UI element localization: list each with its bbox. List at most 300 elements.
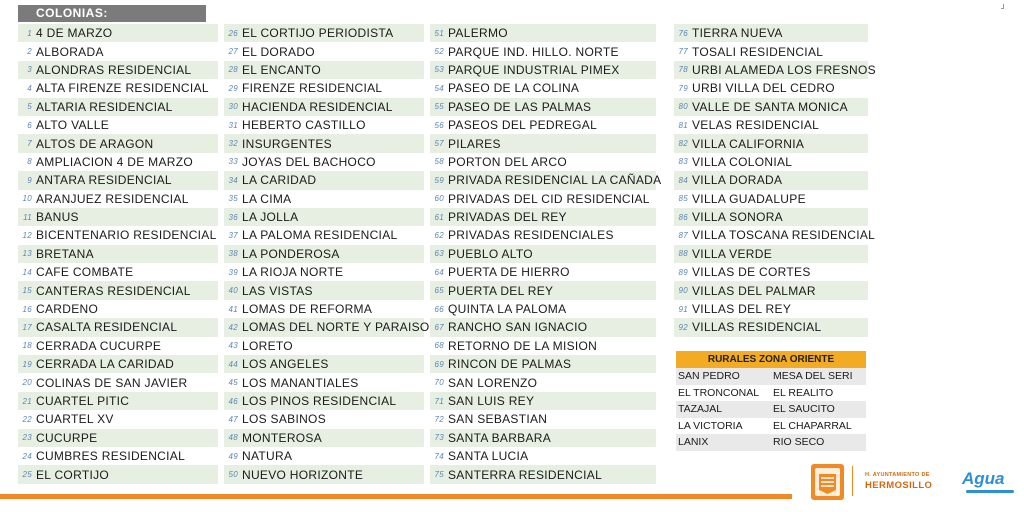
colonia-name: VILLAS DEL REY (692, 302, 792, 317)
colonia-number: 58 (434, 157, 444, 167)
colonia-number: 10 (22, 194, 32, 204)
colonia-number: 22 (22, 414, 32, 424)
colonia-row (224, 410, 424, 428)
colonia-name: SANTA BARBARA (448, 430, 552, 445)
colonia-row (224, 281, 424, 299)
colonia-name: COLINAS DE SAN JAVIER (36, 375, 188, 390)
colonia-number: 85 (678, 194, 688, 204)
colonia-name: PRIVADAS DEL REY (448, 210, 567, 225)
colonia-row (430, 61, 656, 79)
colonia-name: EL ENCANTO (242, 62, 322, 77)
colonia-row (430, 300, 656, 318)
colonia-row (18, 190, 218, 208)
colonia-number: 45 (228, 378, 238, 388)
colonia-number: 2 (27, 47, 32, 57)
colonia-name: BANUS (36, 210, 79, 225)
colonia-name: INSURGENTES (242, 136, 332, 151)
colonia-row (18, 42, 218, 60)
colonia-number: 48 (228, 433, 238, 443)
colonia-number: 28 (228, 65, 238, 75)
colonia-number: 65 (434, 286, 444, 296)
colonia-name: ALONDRAS RESIDENCIAL (36, 62, 192, 77)
colonia-row (224, 42, 424, 60)
colonia-name: SANTERRA RESIDENCIAL (448, 467, 603, 482)
colonia-row (430, 337, 656, 355)
colonia-name: VILLA SONORA (692, 210, 783, 225)
colonia-number: 84 (678, 175, 688, 185)
colonia-name: BRETANA (36, 246, 94, 261)
colonia-row (18, 410, 218, 428)
footer-orange-rule (0, 494, 792, 499)
colonia-number: 35 (228, 194, 238, 204)
colonia-number: 16 (22, 304, 32, 314)
colonia-number: 64 (434, 267, 444, 277)
colonia-number: 42 (228, 322, 238, 332)
colonia-name: URBI ALAMEDA LOS FRESNOS (692, 62, 876, 77)
colonias-column-4 (674, 24, 876, 337)
colonia-row (18, 79, 218, 97)
colonia-row (18, 318, 218, 336)
colonia-row (224, 98, 424, 116)
page-corner-mark (1001, 4, 1004, 9)
rurales-cell: EL TRONCONAL (678, 386, 760, 399)
colonia-name: VILLAS DE CORTES (692, 265, 811, 280)
colonia-name: PRIVADAS DEL CID RESIDENCIAL (448, 191, 650, 206)
agua-logo: Agua (962, 469, 1005, 488)
colonia-name: LOS PINOS RESIDENCIAL (242, 394, 397, 408)
colonia-row (430, 208, 656, 226)
colonia-name: SANTA LUCIA (448, 449, 529, 464)
colonia-row (674, 61, 876, 79)
colonia-row (674, 134, 868, 152)
colonia-name: RINCON DE PALMAS (448, 357, 572, 372)
colonia-name: VILLA TOSCANA RESIDENCIAL (692, 228, 876, 243)
colonia-name: FIRENZE RESIDENCIAL (242, 81, 383, 96)
colonia-number: 19 (22, 359, 32, 369)
colonia-row (18, 134, 218, 152)
colonia-row (224, 465, 424, 483)
colonia-number: 55 (434, 102, 444, 112)
colonia-number: 53 (434, 65, 444, 75)
colonia-row (224, 263, 424, 281)
colonia-number: 59 (434, 175, 444, 185)
colonia-row (224, 373, 424, 391)
rurales-cell: RIO SECO (773, 436, 825, 449)
colonia-row (430, 171, 662, 189)
colonia-row (224, 153, 424, 171)
colonia-name: CERRADA CUCURPE (36, 338, 162, 353)
colonia-name: PUEBLO ALTO (448, 246, 533, 261)
colonia-name: AMPLIACION 4 DE MARZO (36, 154, 193, 169)
colonia-row (430, 245, 656, 263)
colonia-row (430, 153, 656, 171)
colonia-row (224, 300, 424, 318)
colonia-name: PUERTA DEL REY (448, 283, 554, 298)
colonia-name: LA PONDEROSA (242, 246, 340, 261)
colonia-row (224, 190, 424, 208)
colonia-name: TOSALI RESIDENCIAL (692, 44, 824, 59)
colonia-name: LOS ANGELES (242, 357, 329, 372)
colonia-row (224, 61, 424, 79)
colonia-number: 38 (228, 249, 238, 259)
colonia-name: PALERMO (448, 26, 508, 41)
logo-separator (852, 466, 853, 496)
colonia-number: 34 (228, 175, 238, 185)
colonia-number: 11 (23, 212, 32, 222)
colonia-row (430, 226, 656, 244)
colonia-number: 87 (678, 230, 688, 240)
colonia-row (18, 24, 218, 42)
colonia-name: LA JOLLA (242, 210, 299, 225)
colonia-number: 43 (228, 341, 238, 351)
colonia-name: LA RIOJA NORTE (242, 265, 344, 280)
colonia-number: 83 (678, 157, 688, 167)
colonia-number: 90 (678, 286, 688, 296)
colonia-row (674, 245, 868, 263)
colonia-number: 57 (434, 139, 444, 149)
colonia-name: CASALTA RESIDENCIAL (36, 320, 178, 335)
colonia-number: 13 (22, 249, 32, 259)
colonia-row (674, 171, 868, 189)
colonia-number: 82 (678, 139, 688, 149)
colonia-row (18, 373, 218, 391)
colonia-row (18, 281, 218, 299)
colonia-row (18, 263, 218, 281)
colonia-number: 75 (434, 470, 444, 480)
colonia-row (224, 245, 424, 263)
rurales-row (676, 385, 866, 402)
colonia-row (430, 263, 656, 281)
colonia-row (18, 208, 218, 226)
colonia-number: 4 (27, 83, 32, 93)
colonia-name: HEBERTO CASTILLO (242, 118, 366, 133)
colonia-row (430, 373, 656, 391)
colonia-number: 91 (678, 304, 688, 314)
colonia-number: 62 (434, 230, 444, 240)
colonia-row (430, 355, 656, 373)
rurales-title: RURALES ZONA ORIENTE (676, 351, 866, 368)
colonia-row (674, 281, 868, 299)
colonia-name: QUINTA LA PALOMA (448, 302, 567, 317)
colonia-number: 7 (27, 139, 32, 149)
rurales-cell: TAZAJAL (678, 403, 723, 416)
colonia-row (18, 392, 218, 410)
colonia-number: 26 (228, 28, 238, 38)
colonia-row (224, 226, 424, 244)
rurales-body (676, 368, 866, 451)
colonia-row (430, 79, 656, 97)
colonia-number: 6 (27, 120, 32, 130)
colonia-number: 29 (228, 83, 238, 93)
colonia-number: 24 (22, 451, 32, 461)
colonia-row (18, 337, 218, 355)
colonia-name: RANCHO SAN IGNACIO (448, 320, 588, 335)
colonia-number: 66 (434, 304, 444, 314)
colonia-number: 36 (228, 212, 238, 222)
colonia-name: ALTARIA RESIDENCIAL (36, 99, 173, 114)
colonias-column-3 (430, 24, 662, 484)
colonia-row (674, 208, 868, 226)
colonia-number: 56 (434, 120, 444, 130)
rurales-row (676, 434, 866, 451)
colonia-number: 47 (228, 414, 238, 424)
colonia-number: 73 (434, 433, 444, 443)
colonia-name: PORTON DEL ARCO (448, 154, 567, 169)
colonia-row (224, 392, 424, 410)
colonia-row (224, 355, 424, 373)
colonia-name: CUARTEL PITIC (36, 394, 130, 408)
colonia-name: VILLA DORADA (692, 173, 783, 188)
colonia-row (18, 245, 218, 263)
colonia-row (430, 42, 656, 60)
colonia-name: CARDENO (36, 302, 99, 317)
colonia-name: NUEVO HORIZONTE (242, 467, 364, 482)
colonia-name: ALBORADA (36, 44, 104, 59)
colonia-number: 5 (27, 102, 32, 112)
colonia-row (224, 79, 424, 97)
rurales-cell: MESA DEL SERI (773, 370, 853, 383)
colonia-row (224, 171, 424, 189)
colonia-name: NATURA (242, 449, 293, 464)
colonia-number: 70 (434, 378, 444, 388)
colonia-row (224, 208, 424, 226)
colonia-row (430, 465, 656, 483)
colonia-number: 41 (228, 304, 238, 314)
colonia-row (18, 355, 218, 373)
colonia-number: 77 (678, 47, 688, 57)
colonia-name: LOMAS DE REFORMA (242, 302, 373, 317)
colonia-name: LAS VISTAS (242, 283, 313, 298)
colonia-row (674, 24, 868, 42)
agua-logo-underline (966, 490, 1014, 493)
colonia-row (224, 429, 424, 447)
colonia-number: 31 (228, 120, 238, 130)
colonia-name: ANTARA RESIDENCIAL (36, 173, 172, 188)
colonia-number: 14 (22, 267, 32, 277)
rurales-cell: LA VICTORIA (678, 419, 743, 432)
colonia-row (18, 61, 218, 79)
colonia-row (430, 134, 656, 152)
colonia-name: ALTOS DE ARAGON (36, 136, 154, 151)
colonia-name: MONTEROSA (242, 430, 323, 445)
colonia-number: 72 (434, 414, 444, 424)
colonia-row (18, 429, 218, 447)
colonia-number: 18 (22, 341, 32, 351)
colonia-number: 54 (434, 83, 444, 93)
colonia-name: VILLAS RESIDENCIAL (692, 320, 822, 335)
colonia-number: 23 (22, 433, 32, 443)
colonia-name: PILARES (448, 136, 501, 151)
colonias-column-2 (224, 24, 430, 484)
colonia-name: ARANJUEZ RESIDENCIAL (36, 191, 189, 206)
colonia-number: 60 (434, 194, 444, 204)
colonia-row (430, 24, 656, 42)
colonia-number: 39 (228, 267, 238, 277)
colonia-name: SAN LUIS REY (448, 394, 535, 408)
colonia-name: CUARTEL XV (36, 412, 114, 427)
colonia-number: 74 (434, 451, 444, 461)
colonia-name: PRIVADAS RESIDENCIALES (448, 228, 614, 243)
colonia-row (18, 447, 218, 465)
colonia-number: 79 (678, 83, 688, 93)
rurales-row (676, 368, 866, 385)
colonia-row (18, 226, 218, 244)
colonia-number: 46 (228, 396, 238, 406)
colonia-name: LOS MANANTIALES (242, 375, 359, 390)
colonia-name: CUMBRES RESIDENCIAL (36, 449, 186, 464)
colonia-number: 25 (22, 470, 32, 480)
rurales-cell: EL SAUCITO (773, 403, 835, 416)
colonia-number: 15 (22, 286, 32, 296)
colonia-row (18, 171, 218, 189)
colonia-name: VELAS RESIDENCIAL (692, 118, 820, 133)
colonia-row (674, 98, 868, 116)
colonia-name: VILLA COLONIAL (692, 154, 793, 169)
colonia-number: 12 (22, 230, 32, 240)
colonia-name: VALLE DE SANTA MONICA (692, 99, 848, 114)
colonia-name: JOYAS DEL BACHOCO (242, 154, 376, 169)
colonia-name: ALTA FIRENZE RESIDENCIAL (36, 81, 209, 96)
colonia-number: 52 (434, 47, 444, 57)
colonia-row (674, 318, 868, 336)
colonia-name: LA CIMA (242, 191, 292, 206)
colonias-column-1 (18, 24, 218, 484)
colonia-number: 1 (27, 28, 32, 38)
colonia-row (430, 318, 656, 336)
colonia-name: CERRADA LA CARIDAD (36, 357, 175, 372)
colonia-row (18, 116, 218, 134)
colonia-row (430, 410, 656, 428)
colonia-row (674, 226, 876, 244)
colonia-name: LOMAS DEL NORTE Y PARAISO (242, 320, 430, 335)
colonia-row (18, 300, 218, 318)
colonia-row (224, 24, 424, 42)
colonia-name: EL CORTIJO (36, 467, 110, 482)
colonia-name: CUCURPE (36, 430, 98, 445)
colonia-name: LA CARIDAD (242, 173, 317, 188)
colonia-row (674, 42, 868, 60)
colonia-name: SAN SEBASTIAN (448, 412, 548, 427)
rurales-cell: EL REALITO (773, 386, 834, 399)
colonia-row (430, 116, 656, 134)
rurales-cell: LANIX (678, 436, 709, 449)
rurales-zona-oriente-table (676, 351, 866, 451)
colonia-row (430, 190, 656, 208)
colonia-name: PUERTA DE HIERRO (448, 265, 570, 280)
colonia-name: PASEO DE LAS PALMAS (448, 99, 592, 114)
colonia-number: 71 (434, 396, 444, 406)
colonia-number: 17 (22, 322, 32, 332)
rurales-cell: SAN PEDRO (678, 370, 740, 383)
colonia-name: RETORNO DE LA MISION (448, 338, 598, 353)
colonia-row (18, 98, 218, 116)
colonia-number: 37 (228, 230, 238, 240)
colonia-name: LA PALOMA RESIDENCIAL (242, 228, 398, 243)
colonia-name: EL DORADO (242, 44, 315, 59)
colonia-number: 80 (678, 102, 688, 112)
ayuntamiento-line2: HERMOSILLO (865, 480, 933, 491)
colonia-name: LOS SABINOS (242, 412, 326, 427)
rurales-row (676, 401, 866, 418)
colonia-number: 50 (228, 470, 238, 480)
colonia-number: 3 (27, 65, 32, 75)
colonia-name: VILLA GUADALUPE (692, 191, 806, 206)
colonia-name: URBI VILLA DEL CEDRO (692, 81, 835, 96)
colonia-name: TIERRA NUEVA (692, 26, 783, 41)
colonia-number: 9 (27, 175, 32, 185)
colonia-row (224, 337, 424, 355)
colonia-row (674, 190, 868, 208)
colonia-row (674, 263, 868, 281)
ayuntamiento-line1: H. AYUNTAMIENTO DE (865, 472, 930, 478)
colonia-number: 68 (434, 341, 444, 351)
colonia-number: 8 (27, 157, 32, 167)
colonia-row (224, 134, 424, 152)
colonia-number: 32 (228, 139, 238, 149)
colonia-row (430, 98, 656, 116)
colonia-name: SAN LORENZO (448, 375, 538, 390)
colonia-name: PARQUE INDUSTRIAL PIMEX (448, 62, 620, 77)
colonia-row (430, 447, 656, 465)
colonias-header: COLONIAS: (18, 5, 206, 22)
colonia-name: VILLA VERDE (692, 246, 773, 261)
colonia-row (18, 465, 218, 483)
colonia-number: 30 (228, 102, 238, 112)
colonia-name: PRIVADA RESIDENCIAL LA CAÑADA (448, 173, 662, 188)
colonia-number: 27 (228, 47, 238, 57)
colonia-name: CANTERAS RESIDENCIAL (36, 283, 191, 298)
rurales-row (676, 418, 866, 435)
colonia-number: 86 (678, 212, 688, 222)
colonia-row (224, 318, 430, 336)
colonia-row (674, 79, 868, 97)
colonia-number: 67 (434, 322, 444, 332)
colonia-number: 40 (228, 286, 238, 296)
colonia-number: 61 (434, 212, 444, 222)
colonia-name: VILLAS DEL PALMAR (692, 283, 816, 298)
colonia-row (430, 281, 656, 299)
colonia-number: 33 (228, 157, 238, 167)
colonia-number: 81 (678, 120, 688, 130)
colonia-name: LORETO (242, 338, 293, 353)
colonia-row (18, 153, 218, 171)
colonia-number: 49 (228, 451, 238, 461)
colonia-number: 92 (678, 322, 688, 332)
colonia-number: 78 (678, 65, 688, 75)
colonia-name: 4 DE MARZO (36, 26, 113, 41)
colonia-number: 44 (228, 359, 238, 369)
colonia-number: 20 (22, 378, 32, 388)
colonia-row (430, 429, 656, 447)
colonia-number: 76 (678, 28, 688, 38)
colonia-number: 89 (678, 267, 688, 277)
colonia-name: CAFE COMBATE (36, 265, 134, 280)
colonia-name: PARQUE IND. HILLO. NORTE (448, 44, 619, 59)
colonia-number: 51 (434, 28, 444, 38)
colonia-number: 69 (434, 359, 444, 369)
colonia-name: HACIENDA RESIDENCIAL (242, 99, 393, 114)
colonia-number: 21 (22, 396, 32, 406)
colonia-row (430, 392, 656, 410)
hermosillo-seal-icon (811, 464, 844, 500)
colonia-row (224, 116, 424, 134)
colonia-row (674, 116, 868, 134)
colonia-name: VILLA CALIFORNIA (692, 136, 805, 151)
colonia-number: 63 (434, 249, 444, 259)
colonia-name: PASEO DE LA COLINA (448, 81, 580, 96)
colonia-name: ALTO VALLE (36, 118, 110, 133)
colonia-row (224, 447, 424, 465)
